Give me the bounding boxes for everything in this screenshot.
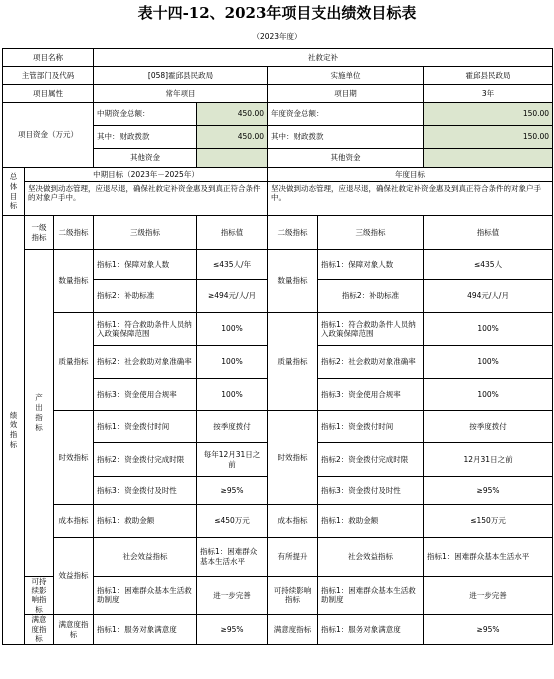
project-name-label: 项目名称 [3, 49, 94, 67]
year-fiscal-value: 150.00 [424, 126, 553, 149]
mid-indicator: 指标3：资金使用合规率 [94, 379, 197, 411]
mid-indicator-value: ≤450万元 [197, 505, 268, 538]
mid-indicator-value: ≥494元/人/月 [197, 280, 268, 313]
year-other-label: 其他资金 [268, 149, 424, 168]
year-indicator-value: ≤150万元 [424, 505, 553, 538]
mid-other-label: 其他资金 [94, 149, 197, 168]
mid-level2-header: 二级指标 [54, 216, 94, 250]
perf-indicators-label: 绩效指标 [3, 216, 25, 645]
project-attr-value: 常年项目 [94, 85, 268, 103]
year-indicator: 指标2：资金拨付完成时限 [318, 443, 424, 477]
year-indicator: 指标1：困难群众基本生活救助制度 [318, 576, 424, 615]
mid-sustainable-label: 可持续影响指标 [25, 576, 54, 615]
mid-social-benefit-label: 社会效益指标 [94, 538, 197, 577]
output-indicators-label: 产出指标 [25, 250, 54, 577]
mid-indicator: 指标1：保障对象人数 [94, 250, 197, 280]
year-cost-label: 成本指标 [268, 505, 318, 538]
year-social-benefit-label: 社会效益指标 [318, 538, 424, 577]
year-goal-header: 年度目标 [268, 168, 553, 182]
year-indicator-value: 100% [424, 313, 553, 346]
mid-indicator: 指标3：资金拨付及时性 [94, 477, 197, 505]
year-sustainable-label: 可持续影响指标 [268, 576, 318, 615]
dept-value: [058]霍邱县民政局 [94, 67, 268, 85]
year-quality-label: 质量指标 [268, 313, 318, 411]
mid-indicator-value: 100% [197, 313, 268, 346]
mid-quality-label: 质量指标 [54, 313, 94, 411]
page-subtitle: （2023年度） [252, 32, 302, 41]
year-indicator: 指标1：救助金额 [318, 505, 424, 538]
year-indicator: 指标1：符合救助条件人员纳入政策保障范围 [318, 313, 424, 346]
project-name-value: 社救定补 [94, 49, 553, 67]
overall-goal-label: 总体目标 [3, 168, 25, 216]
year-indicator-value: ≥95% [424, 477, 553, 505]
mid-indicator-value: 100% [197, 379, 268, 411]
year-indicator: 指标3：资金拨付及时性 [318, 477, 424, 505]
year-indicator: 指标1：困难群众基本生活水平 [424, 538, 553, 577]
year-indicator-value: 100% [424, 379, 553, 411]
mid-indicator: 指标1：资金拨付时间 [94, 411, 197, 443]
mid-indicator: 指标1：救助金额 [94, 505, 197, 538]
performance-target-table [2, 48, 553, 645]
impl-unit-label: 实施单位 [268, 67, 424, 85]
year-fiscal-label: 其中：财政拨款 [268, 126, 424, 149]
mid-indicator: 指标1：符合救助条件人员纳入政策保障范围 [94, 313, 197, 346]
mid-fiscal-value: 450.00 [197, 126, 268, 149]
year-quantity-label: 数量指标 [268, 250, 318, 313]
fund-label: 项目资金（万元） [3, 103, 94, 168]
mid-indicator-value: 进一步完善 [197, 576, 268, 615]
year-level2-header: 二级指标 [268, 216, 318, 250]
mid-indicator-value: 每年12月31日之前 [197, 443, 268, 477]
satisfaction-indicators-label: 满意度指标 [25, 615, 54, 645]
mid-fiscal-label: 其中：财政拨款 [94, 126, 197, 149]
mid-level3-header: 三级指标 [94, 216, 197, 250]
year-indicator: 指标1：资金拨付时间 [318, 411, 424, 443]
mid-other-value [197, 149, 268, 168]
mid-indicator-value: 有所提升 [268, 538, 318, 577]
year-total-label: 年度资金总额： [268, 103, 424, 126]
mid-cost-label: 成本指标 [54, 505, 94, 538]
year-level3-header: 三级指标 [318, 216, 424, 250]
mid-value-header: 指标值 [197, 216, 268, 250]
year-goal-text: 坚决做到动态管理，应退尽退，确保社救定补资金惠及到真正符合条件的对象户手中。 [268, 182, 553, 216]
year-other-value [424, 149, 553, 168]
project-attr-label: 项目属性 [3, 85, 94, 103]
mid-indicator: 指标2：补助标准 [94, 280, 197, 313]
mid-goal-text: 坚决做到动态管理，应退尽退，确保社救定补资金惠及到真正符合条件的对象户手中。 [25, 182, 268, 216]
benefit-indicators-label: 效益指标 [54, 538, 94, 615]
mid-timeliness-label: 时效指标 [54, 411, 94, 505]
year-total-value: 150.00 [424, 103, 553, 126]
year-indicator: 指标2：补助标准 [318, 280, 424, 313]
mid-satisfaction-label: 满意度指标 [54, 615, 94, 645]
year-indicator: 指标1：服务对象满意度 [318, 615, 424, 645]
year-indicator-value: ≥95% [424, 615, 553, 645]
mid-indicator-value: 100% [197, 346, 268, 379]
mid-indicator: 指标2：资金拨付完成时限 [94, 443, 197, 477]
level1-header: 一级指标 [25, 216, 54, 250]
mid-quantity-label: 数量指标 [54, 250, 94, 313]
mid-indicator: 指标1：服务对象满意度 [94, 615, 197, 645]
year-value-header: 指标值 [424, 216, 553, 250]
dept-label: 主管部门及代码 [3, 67, 94, 85]
year-indicator: 指标1：保障对象人数 [318, 250, 424, 280]
year-indicator-value: 12月31日之前 [424, 443, 553, 477]
project-period-value: 3年 [424, 85, 553, 103]
year-satisfaction-label: 满意度指标 [268, 615, 318, 645]
year-indicator: 指标3：资金使用合规率 [318, 379, 424, 411]
mid-indicator-value: 按季度拨付 [197, 411, 268, 443]
project-period-label: 项目期 [268, 85, 424, 103]
mid-indicator-value: ≤435人/年 [197, 250, 268, 280]
mid-total-value: 450.00 [197, 103, 268, 126]
year-indicator-value: ≤435人 [424, 250, 553, 280]
year-indicator-value: 100% [424, 346, 553, 379]
mid-total-label: 中期资金总额： [94, 103, 197, 126]
year-indicator-value: 进一步完善 [424, 576, 553, 615]
year-indicator: 指标2：社会救助对象准确率 [318, 346, 424, 379]
year-timeliness-label: 时效指标 [268, 411, 318, 505]
mid-indicator-value: ≥95% [197, 615, 268, 645]
mid-indicator: 指标1：困难群众基本生活救助制度 [94, 576, 197, 615]
year-indicator-value: 按季度拨付 [424, 411, 553, 443]
page-title: 表十四-12、2023年项目支出绩效目标表 [137, 4, 417, 22]
mid-goal-header: 中期目标（2023年－2025年） [25, 168, 268, 182]
mid-indicator-value: ≥95% [197, 477, 268, 505]
mid-indicator: 指标1：困难群众基本生活水平 [197, 538, 268, 577]
impl-unit-value: 霍邱县民政局 [424, 67, 553, 85]
mid-indicator: 指标2：社会救助对象准确率 [94, 346, 197, 379]
year-indicator-value: 494元/人/月 [424, 280, 553, 313]
